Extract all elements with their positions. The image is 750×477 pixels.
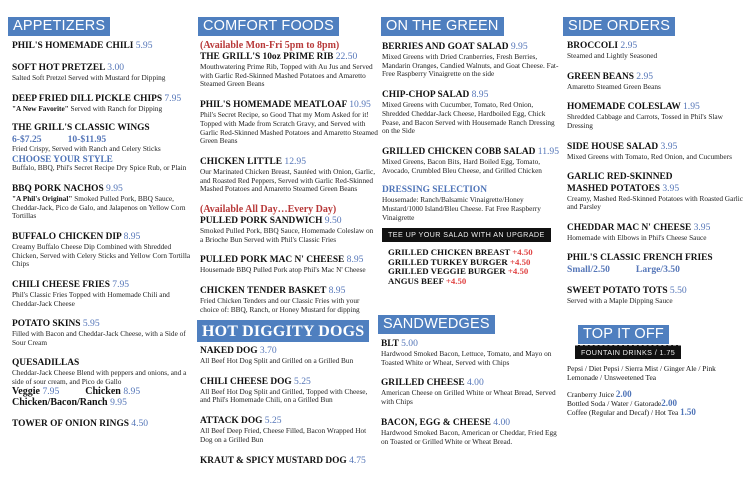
item-description-text: Mixed Greens with Cucumber, Tomato, Red Onion, Shredded Cheddar-Jack Cheese, Hardboiled Egg, Chick Pease, and Bacon Served with Housemade Ranch Dressing on the Side [382,100,555,136]
menu-item [200,156,378,194]
menu-item [567,172,749,212]
menu-item [567,141,749,162]
item-description [382,158,560,175]
item-description [200,357,378,366]
item-name: GRILLED CHICKEN COBB SALAD [382,146,536,157]
item-name: CHILI CHEESE DOG [200,376,292,387]
item-name: BLT [381,339,399,349]
item-name: GREEN BEANS [567,71,634,82]
item-description [567,83,749,92]
item-description [381,429,561,446]
item-description [200,227,378,244]
item-price: 3.70 [259,345,277,356]
item-description-text: Fried Chicken Tenders and our Classic Fries with your choice of: BBQ, Ranch, or Honey Mustard for dipping [200,296,360,314]
menu-item [567,40,749,61]
drink-item [567,390,747,399]
item-description [12,243,192,269]
upgrade-item [388,277,558,287]
variant-label: Chicken/Bacon/Ranch [12,397,108,409]
menu-item [200,455,378,467]
hot-dogs-list [200,345,378,477]
item-price: 22.50 [335,51,358,62]
item-description-text: All Beef Hot Dog Split and Grilled on a Grilled Bun [200,356,354,365]
item-description-text: Hardwood Smoked Bacon, Lettuce, Tomato, and Mayo on Toasted White or Wheat, Served with Chips [381,349,552,367]
item-name: BERRIES AND GOAT SALAD [382,42,509,52]
item-name: NAKED DOG [200,346,258,356]
drink-label: Coffee (Regular and Decaf) / Hot Tea [567,408,681,417]
fountain-drinks-banner: FOUNTAIN DRINKS / 1.75 [575,345,681,359]
menu-item [12,231,192,269]
item-tagline: "A New Favorite" [12,103,69,113]
item-name: CHICKEN LITTLE [200,156,283,167]
drink-price: 2.00 [661,398,678,408]
item-description [567,153,749,162]
item-price: 2.95 [620,40,638,51]
item-price: 9.95 [106,182,123,194]
item-price: 5.95 [82,318,100,330]
upgrade-label: GRILLED VEGGIE BURGER [388,266,506,277]
menu-item [12,62,192,83]
item-description [567,195,749,212]
item-description-text: Housemade BBQ Pulled Pork atop Phil's Mac N' Cheese [200,265,366,275]
item-name: BROCCOLI [567,41,619,51]
item-name: SWEET POTATO TOTS [567,285,668,296]
item-name: GRILLED CHEESE [381,378,465,389]
item-tagline: "A Phil's Original" [12,193,73,203]
item-price: 4.00 [493,416,511,428]
menu-item [567,101,749,130]
item-description [200,168,378,194]
item-name: BUFFALO CHICKEN DIP [12,231,122,242]
salads-list [382,41,560,232]
item-description-text: Mixed Greens with Tomato, Red Onion, and Cucumbers [567,151,732,161]
drink-item [567,408,747,417]
sandwedges-list [381,338,561,456]
item-name: HOMEMADE COLESLAW [567,102,681,113]
item-description [200,266,378,275]
item-description-text: Smoked Pulled Pork, BBQ Sauce, Homemade Coleslaw on a Brioche Bun Served with Phil's Classic Fries [200,226,374,244]
appetizers-header: APPETIZERS [8,17,110,36]
upgrade-banner: TEE UP YOUR SALAD WITH AN UPGRADE [382,228,551,242]
comfort-foods-header: COMFORT FOODS [198,17,339,36]
item-description-text: Phil's Secret Recipe, so Good That my Mom Asked for it! Topped with Made from Scratch Gravy, and Served with Garlic Red-Skinned Mashed Potatoes and Amaretto Steamed Green Beans [200,110,378,146]
item-name: CHICKEN TENDER BASKET [200,286,327,297]
item-name: KRAUT & SPICY MUSTARD DOG [200,455,347,466]
item-price: 10.95 [349,99,371,111]
variant [85,386,140,397]
item-description [12,105,192,114]
menu-item [200,99,378,146]
variant [12,397,127,408]
item-description-text: American Cheese on Grilled White or Wheat Bread, Served with Chips [381,388,556,407]
item-description [12,291,192,308]
menu-item [381,417,561,446]
item-title [567,172,749,195]
item-name: DEEP FRIED DILL PICKLE CHIPS [12,93,163,104]
item-name: PHIL'S HOMEMADE CHILI [12,41,134,51]
item-name: POTATO SKINS [12,319,81,330]
fountain-drinks-desc: Pepsi / Diet Pepsi / Sierra Mist / Ginger Ale / Pink Lemonade / Unsweetened Tea [567,364,716,382]
menu-item [12,418,192,430]
item-price: 7.95 [112,279,130,291]
item-title [12,40,192,52]
item-name: SOFT HOT PRETZEL [12,63,105,73]
item-description-text: Filled with Bacon and Cheddar-Jack Cheese, with a Side of Sour Cream [12,329,186,348]
item-description-text: All Beef Hot Dog Split and Grilled, Topped with Cheese, and Phil's Homemade Chili, on a Grilled Bun [200,386,368,405]
item-price: 9.95 [510,41,528,52]
item-description-text: Housemade: Ranch/Balsamic Vinaigrette/Honey Mustard/1000 Island/Bleu Cheese. Fat Free Raspberry Vinaigrette [382,195,541,222]
top-it-off-header: TOP IT OFF [578,325,669,344]
drinks-list [567,364,747,417]
drink-label: Cranberry Juice [567,390,616,399]
drink-label: Bottled Soda / Water / Gatorade [567,399,662,408]
item-description-text: Creamy, Mashed Red-Skinned Potatoes with Roasted Garlic and Parsley [567,193,744,212]
variant [12,386,59,397]
item-price: 8.95 [346,254,364,266]
item-description: Buffalo, BBQ, Phil's Secret Recipe Dry Spice Rub, or Plain [12,163,187,173]
menu-item [12,318,192,347]
item-description-text: Mixed Greens with Dried Cranberries, Fresh Berries, Mandarin Oranges, Candied Walnuts, and Goat Cheese. Fat-Free Raspberry Vinaigrette on the side [382,52,559,79]
item-price: 4.75 [349,454,366,466]
item-description-text: Homemade with Elbows in Phil's Cheese Sauce [567,232,707,242]
menu-item [12,123,192,172]
menu-item [381,377,561,406]
item-price: 11.95 [537,145,559,157]
menu-item [382,146,560,175]
item-price: 3.95 [660,140,678,152]
item-name: THE GRILL'S 10oz PRIME RIB [200,52,334,62]
item-description [200,297,378,314]
upgrade-label: ANGUS BEEF [388,276,444,287]
comfort-foods-list [200,40,378,325]
item-description [12,330,192,347]
item-price: 4.50 [131,418,149,430]
drink-price: 1.50 [680,407,696,417]
variant-list [12,386,192,408]
upgrade-label: GRILLED CHICKEN BREAST [388,247,511,257]
menu-item [200,40,378,89]
section-subtitle: DRESSING SELECTION [382,185,487,196]
item-price: 3.00 [107,62,125,73]
item-name: BBQ PORK NACHOS [12,183,104,194]
variant-price: 9.95 [110,397,127,409]
item-name: PULLED PORK MAC N' CHEESE [200,255,345,266]
upgrade-label: GRILLED TURKEY BURGER [388,256,508,267]
item-description [381,350,561,367]
item-name: CHILI CHEESE FRIES [12,280,110,291]
item-name: PHIL'S HOMEMADE MEATLOAF [200,100,347,111]
price-option: Small/2.50 [567,263,610,275]
availability-note: (Available Mon-Fri 5pm to 8pm) [200,40,340,51]
menu-item [567,253,749,275]
item-description-text: Hardwood Smoked Bacon, American or Cheddar, Fried Egg on Toasted or Grilled White or Wheat Bread. [381,427,557,446]
item-title [200,455,378,467]
menu-item [382,89,560,136]
menu-item [382,41,560,79]
item-description [200,388,378,405]
item-price: 8.95 [471,89,489,101]
item-title [567,253,749,264]
item-description-text: Served with a Maple Dipping Sauce [567,295,673,305]
item-description [382,101,560,136]
menu-item [200,254,378,275]
menu-item [567,222,749,243]
item-price: 2.95 [636,70,654,82]
item-price: 5.25 [294,375,311,387]
item-description-text: Creamy Buffalo Cheese Dip Combined with Shredded Chicken, Served with Celery Sticks and Yellow Corn Tortilla Chips [12,241,191,269]
availability-note: (Available All Day…Every Day) [200,204,337,216]
item-description-text: Amaretto Steamed Green Beans [567,81,661,91]
item-description [12,145,192,154]
item-price: 7.95 [164,92,182,104]
item-description-text: Our Marinated Chicken Breast, Sautéed with Onion, Garlic, and Roasted Red Peppers, Served with Garlic Red-Skinned Mashed Potatoes and Amaretto Steamed Green Beans [200,166,376,194]
item-description [200,111,378,146]
menu-item [200,285,378,314]
sandwedges-header: SANDWEDGES [378,315,495,334]
item-price: 4.00 [466,377,484,389]
item-description [381,389,561,406]
item-description [200,427,378,444]
item-title [12,418,192,430]
item-price: 5.25 [264,415,282,427]
price-option: 10-$11.95 [67,134,107,146]
price-option: Large/3.50 [635,263,680,275]
item-name: CHIP-CHOP SALAD [382,90,470,101]
item-price: 12.95 [284,155,306,167]
item-description-text: Steamed and Lightly Seasoned [567,51,658,60]
item-description [382,196,560,222]
price-option: 6-$7.25 [12,134,42,146]
item-description-text: Served with Ranch for Dipping [68,103,163,113]
item-description-text: Shredded Cabbage and Carrots, Tossed in Phil's Slaw Dressing [567,112,723,131]
menu-item [200,376,378,405]
item-price: 3.95 [693,221,711,233]
item-description-text: Mouthwatering Prime Rib, Topped with Au Jus and Served with Garlic Red-Skinned Mashed Potatoes and Amaretto Steamed Green Beans [200,62,373,89]
item-description-text: Phil's Classic Fries Topped with Homemade Chili and Cheddar-Jack Cheese [12,290,170,308]
item-description [567,297,749,306]
variant-label: Veggie [12,386,40,398]
menu-item [12,93,192,114]
item-price: 8.95 [123,230,141,242]
item-name: BACON, EGG & CHEESE [381,417,491,428]
item-price: 5.50 [669,284,687,296]
item-description [200,63,378,89]
upgrade-price: +4.50 [512,247,533,257]
menu-item [200,204,378,244]
item-name: QUESADILLAS [12,357,80,368]
variant-price: 7.95 [42,386,60,398]
menu-item [200,345,378,366]
item-description-text: Mixed Greens, Bacon Bits, Hard Boiled Egg, Tomato, Avocado, Crumbled Bleu Cheese, and Grilled Chicken [382,156,542,175]
item-name: THE GRILL'S CLASSIC WINGS [12,123,150,134]
menu-item [12,358,192,408]
upgrade-price: +4.50 [509,256,531,267]
menu-item [382,185,560,222]
upgrade-list [388,248,558,287]
item-subheading: CHOOSE YOUR STYLE [12,154,113,165]
item-price: 5.00 [401,338,418,349]
item-title [12,123,192,134]
menu-item [12,40,192,52]
menu-item [12,279,192,308]
side-orders-header: SIDE ORDERS [563,17,675,36]
menu-item [381,338,561,367]
item-description-text: Salted Soft Pretzel Served with Mustard for Dipping [12,73,166,82]
menu-item [567,285,749,306]
item-description [567,52,749,61]
on-the-green-header: ON THE GREEN [381,17,504,36]
item-price: 3.95 [662,182,680,194]
item-description [12,74,192,83]
item-name: SIDE HOUSE SALAD [567,141,659,152]
item-name: ATTACK DOG [200,416,263,427]
item-description [567,113,749,130]
drink-price: 2.00 [615,389,632,399]
item-name: PULLED PORK SANDWICH [200,216,323,227]
item-description-text: Fried Crispy, Served with Ranch and Celery Sticks [12,144,161,154]
item-name: PHIL'S CLASSIC FRENCH FRIES [567,252,713,263]
menu-item [567,71,749,92]
variant-price: 8.95 [123,386,141,398]
upgrade-price: +4.50 [445,276,467,287]
appetizers-list [12,40,192,440]
item-description [12,195,192,221]
item-description-text: All Beef Deep Fried, Cheese Filled, Bacon Wrapped Hot Dog on a Grilled Bun [200,426,367,444]
item-description-text: Cheddar-Jack Cheese Blend with peppers and onions, and a side of sour cream, and Pico de Gallo [12,367,187,386]
item-name: TOWER OF ONION RINGS [12,419,129,430]
item-name: GARLIC RED-SKINNED MASHED POTATOES [567,171,673,194]
item-description [12,369,192,386]
item-description [567,234,749,243]
sides-list [567,40,749,315]
price-options [567,264,749,275]
item-price: 1.95 [683,101,700,113]
variant-label: Chicken [85,386,121,398]
hot-dogs-header: HOT DIGGITY DOGS [197,320,369,342]
item-description-text: Smoked Pulled Pork, BBQ Sauce, Cheddar-Jack, Pico de Galo, and Jalapenos on Yellow Corn Tortillas [12,193,186,221]
menu-item [200,415,378,444]
item-description [382,53,560,79]
menu-item [12,183,192,221]
upgrade-price: +4.50 [507,266,529,277]
item-price: 8.95 [328,285,346,297]
item-price: 9.50 [324,215,342,227]
item-name: CHEDDAR MAC N' CHEESE [567,222,692,233]
item-price: 5.95 [135,40,153,51]
drink-item [567,399,747,408]
